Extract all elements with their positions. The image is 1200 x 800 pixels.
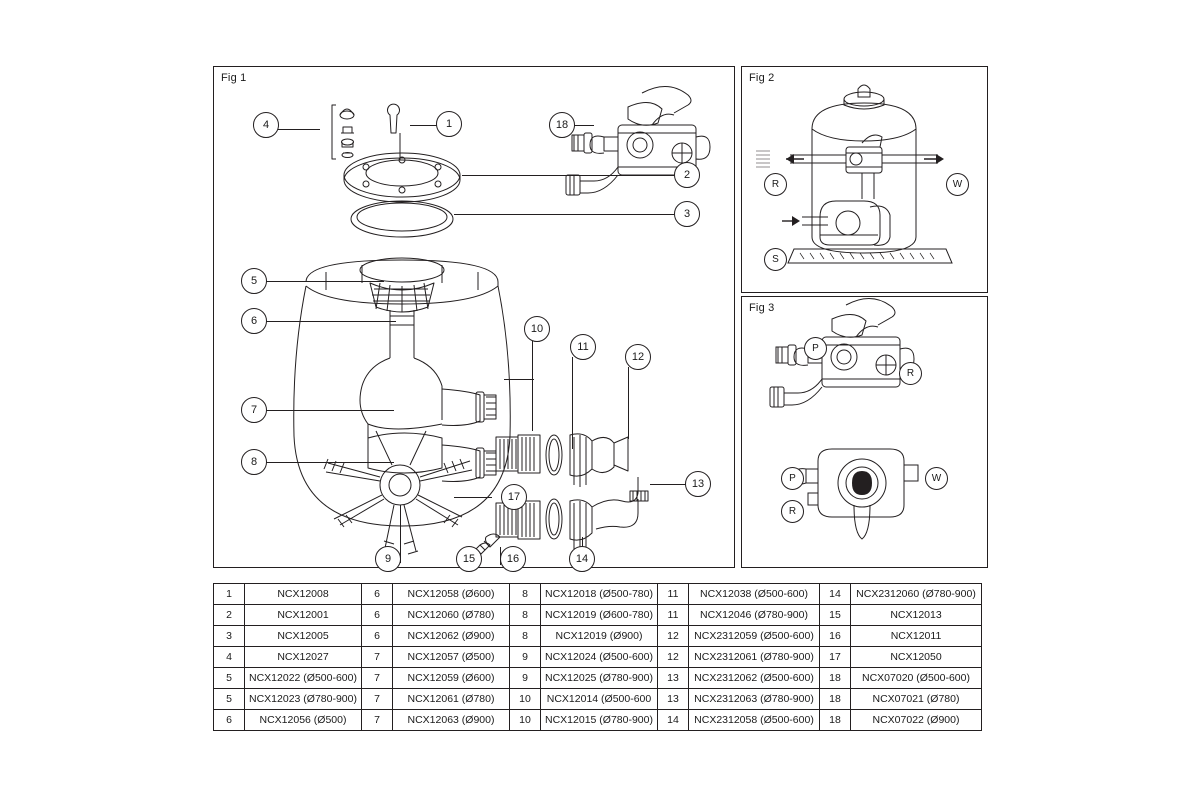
callout-3[interactable]: 3 — [674, 201, 700, 227]
cell-index: 18 — [820, 689, 851, 710]
table-row — [214, 626, 982, 647]
cell-code: NCX12019 (Ø900) — [541, 626, 658, 647]
callout-14[interactable]: 14 — [569, 546, 595, 572]
leader-2 — [462, 175, 674, 176]
cell-code: NCX12027 — [245, 647, 362, 668]
cell-index: 14 — [820, 584, 851, 605]
parts-table — [213, 583, 982, 731]
figure-1-panel — [213, 66, 735, 568]
leader-3 — [454, 214, 674, 215]
cell-code: NCX12056 (Ø500) — [245, 710, 362, 731]
table-row — [214, 710, 982, 731]
cell-code: NCX2312061 (Ø780-900) — [689, 647, 820, 668]
cell-index: 7 — [362, 689, 393, 710]
table-row — [214, 605, 982, 626]
table-row — [214, 668, 982, 689]
table-row — [214, 647, 982, 668]
cell-index: 5 — [214, 668, 245, 689]
cell-code: NCX12060 (Ø780) — [393, 605, 510, 626]
leader-17 — [454, 497, 492, 498]
leader-11 — [572, 357, 573, 449]
cell-code: NCX12005 — [245, 626, 362, 647]
cell-index: 9 — [510, 647, 541, 668]
callout-12[interactable]: 12 — [625, 344, 651, 370]
cell-code: NCX12061 (Ø780) — [393, 689, 510, 710]
cell-code: NCX12001 — [245, 605, 362, 626]
cell-index: 8 — [510, 584, 541, 605]
callout-p-bottom[interactable]: P — [781, 467, 804, 490]
cell-index: 18 — [820, 668, 851, 689]
leader-7 — [266, 410, 394, 411]
cell-index: 4 — [214, 647, 245, 668]
parts-table-body — [214, 584, 982, 731]
figure-3-artwork — [742, 297, 987, 567]
cell-index: 14 — [658, 710, 689, 731]
callout-w-bottom[interactable]: W — [925, 467, 948, 490]
cell-code: NCX2312060 (Ø780-900) — [851, 584, 982, 605]
leader-18 — [574, 125, 594, 126]
cell-code: NCX12059 (Ø600) — [393, 668, 510, 689]
leader-13 — [650, 484, 686, 485]
cell-code: NCX12014 (Ø500-600 — [541, 689, 658, 710]
callout-waste[interactable]: W — [946, 173, 969, 196]
figure-3-panel — [741, 296, 988, 568]
callout-11[interactable]: 11 — [570, 334, 596, 360]
figure-2-panel — [741, 66, 988, 293]
cell-index: 12 — [658, 626, 689, 647]
callout-18[interactable]: 18 — [549, 112, 575, 138]
figure-2-label: Fig 2 — [749, 72, 775, 84]
cell-index: 7 — [362, 647, 393, 668]
cell-index: 18 — [820, 710, 851, 731]
callout-return[interactable]: R — [764, 173, 787, 196]
cell-code: NCX12046 (Ø780-900) — [689, 605, 820, 626]
cell-code: NCX12022 (Ø500-600) — [245, 668, 362, 689]
leader-5 — [266, 281, 384, 282]
cell-index: 10 — [510, 710, 541, 731]
cell-index: 6 — [214, 710, 245, 731]
cell-code: NCX07021 (Ø780) — [851, 689, 982, 710]
callout-p-top[interactable]: P — [804, 337, 827, 360]
figure-3-label: Fig 3 — [749, 302, 775, 314]
callout-6[interactable]: 6 — [241, 308, 267, 334]
callout-8[interactable]: 8 — [241, 449, 267, 475]
cell-code: NCX12018 (Ø500-780) — [541, 584, 658, 605]
callout-r-bottom[interactable]: R — [781, 500, 804, 523]
cell-index: 6 — [362, 605, 393, 626]
cell-index: 16 — [820, 626, 851, 647]
cell-code: NCX12023 (Ø780-900) — [245, 689, 362, 710]
callout-1[interactable]: 1 — [436, 111, 462, 137]
callout-9[interactable]: 9 — [375, 546, 401, 572]
callout-r-top[interactable]: R — [899, 362, 922, 385]
cell-code: NCX12008 — [245, 584, 362, 605]
cell-index: 7 — [362, 710, 393, 731]
callout-17[interactable]: 17 — [501, 484, 527, 510]
callout-10[interactable]: 10 — [524, 316, 550, 342]
cell-code: NCX2312062 (Ø500-600) — [689, 668, 820, 689]
leader-4 — [274, 129, 320, 130]
cell-index: 12 — [658, 647, 689, 668]
cell-code: NCX12057 (Ø500) — [393, 647, 510, 668]
cell-code: NCX2312063 (Ø780-900) — [689, 689, 820, 710]
cell-code: NCX12058 (Ø600) — [393, 584, 510, 605]
cell-code: NCX12050 — [851, 647, 982, 668]
leader-12 — [628, 367, 629, 439]
leader-8 — [266, 462, 394, 463]
leader-10 — [532, 339, 533, 431]
cell-index: 13 — [658, 689, 689, 710]
cell-index: 6 — [362, 626, 393, 647]
cell-index: 11 — [658, 605, 689, 626]
cell-code: NCX2312058 (Ø500-600) — [689, 710, 820, 731]
cell-index: 1 — [214, 584, 245, 605]
cell-index: 10 — [510, 689, 541, 710]
cell-index: 9 — [510, 668, 541, 689]
cell-index: 11 — [658, 584, 689, 605]
cell-index: 2 — [214, 605, 245, 626]
cell-code: NCX12025 (Ø780-900) — [541, 668, 658, 689]
cell-index: 3 — [214, 626, 245, 647]
callout-13[interactable]: 13 — [685, 471, 711, 497]
callout-suction[interactable]: S — [764, 248, 787, 271]
callout-16[interactable]: 16 — [500, 546, 526, 572]
cell-index: 5 — [214, 689, 245, 710]
cell-code: NCX07022 (Ø900) — [851, 710, 982, 731]
cell-index: 7 — [362, 668, 393, 689]
table-row — [214, 689, 982, 710]
cell-code: NCX12062 (Ø900) — [393, 626, 510, 647]
callout-2[interactable]: 2 — [674, 162, 700, 188]
cell-code: NCX12019 (Ø600-780) — [541, 605, 658, 626]
callout-5[interactable]: 5 — [241, 268, 267, 294]
cell-index: 15 — [820, 605, 851, 626]
leader-10b — [504, 379, 534, 380]
callout-7[interactable]: 7 — [241, 397, 267, 423]
cell-code: NCX12063 (Ø900) — [393, 710, 510, 731]
cell-code: NCX2312059 (Ø500-600) — [689, 626, 820, 647]
cell-code: NCX07020 (Ø500-600) — [851, 668, 982, 689]
cell-code: NCX12013 — [851, 605, 982, 626]
cell-index: 8 — [510, 626, 541, 647]
cell-index: 6 — [362, 584, 393, 605]
figure-1-artwork — [214, 67, 734, 567]
table-row — [214, 584, 982, 605]
cell-code: NCX12038 (Ø500-600) — [689, 584, 820, 605]
cell-code: NCX12011 — [851, 626, 982, 647]
cell-code: NCX12024 (Ø500-600) — [541, 647, 658, 668]
cell-index: 13 — [658, 668, 689, 689]
leader-6 — [266, 321, 396, 322]
cell-code: NCX12015 (Ø780-900) — [541, 710, 658, 731]
figure-1-label: Fig 1 — [221, 72, 247, 84]
cell-index: 17 — [820, 647, 851, 668]
callout-4[interactable]: 4 — [253, 112, 279, 138]
callout-15[interactable]: 15 — [456, 546, 482, 572]
cell-index: 8 — [510, 605, 541, 626]
